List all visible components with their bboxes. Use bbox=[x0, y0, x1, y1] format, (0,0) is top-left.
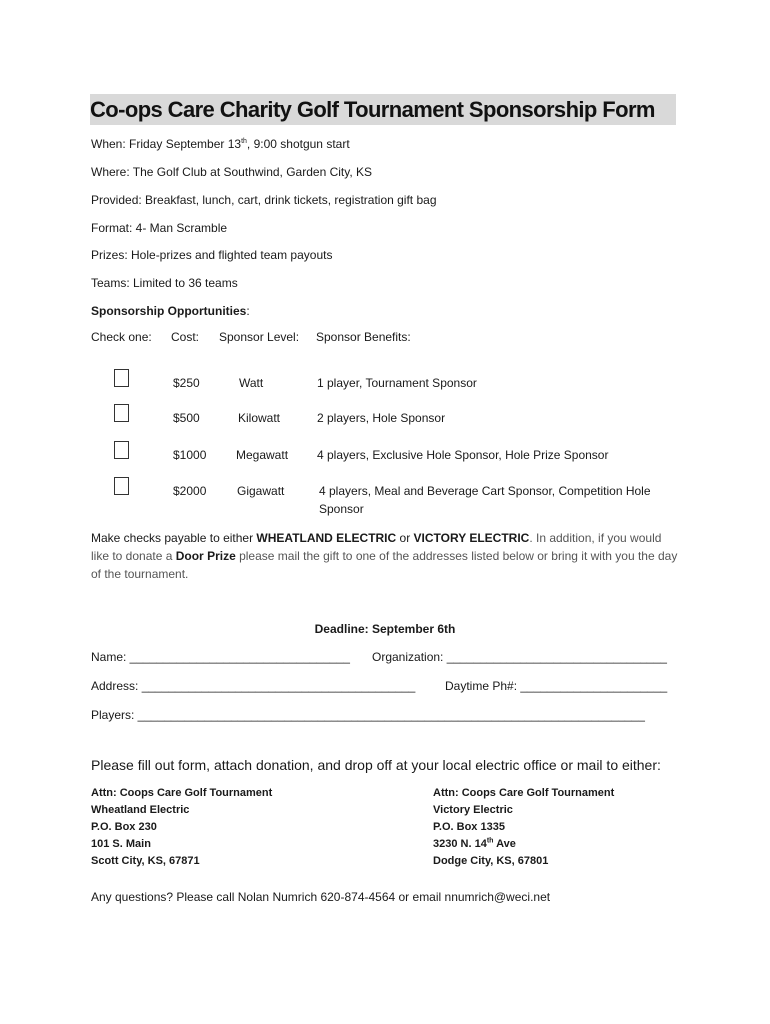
event-prizes: Prizes: Hole-prizes and flighted team payouts bbox=[91, 248, 333, 262]
questions-contact: Any questions? Please call Nolan Numrich 620-874-4564 or email nnumrich@weci.net bbox=[91, 890, 551, 904]
header-cost: Cost: bbox=[171, 330, 200, 344]
organization-field[interactable]: Organization: _________________________________ bbox=[372, 650, 667, 664]
cost-gigawatt: $2000 bbox=[173, 484, 207, 498]
level-kilowatt: Kilowatt bbox=[238, 411, 281, 425]
wheatland-box: P.O. Box 230 bbox=[91, 821, 157, 833]
victory-city: Dodge City, KS, 67801 bbox=[433, 855, 549, 867]
checkbox-megawatt[interactable] bbox=[114, 441, 129, 459]
event-location: Where: The Golf Club at Southwind, Garden City, KS bbox=[91, 165, 373, 179]
benefits-megawatt: 4 players, Exclusive Hole Sponsor, Hole Prize Sponsor bbox=[317, 448, 609, 462]
header-sponsor-level: Sponsor Level: bbox=[219, 330, 300, 344]
wheatland-address bbox=[91, 785, 272, 870]
header-sponsor-benefits: Sponsor Benefits: bbox=[316, 330, 411, 344]
checkbox-kilowatt[interactable] bbox=[114, 404, 129, 422]
wheatland-city: Scott City, KS, 67871 bbox=[91, 855, 200, 867]
checkbox-watt[interactable] bbox=[114, 369, 129, 387]
form-title: Co-ops Care Charity Golf Tournament Sponsorship Form bbox=[90, 94, 676, 125]
event-format: Format: 4- Man Scramble bbox=[91, 221, 228, 235]
level-watt: Watt bbox=[239, 376, 264, 390]
victory-org: Victory Electric bbox=[433, 804, 513, 816]
dropoff-instructions: Please fill out form, attach donation, and drop off at your local electric office or mail to either: bbox=[91, 757, 661, 773]
daytime-phone-field[interactable]: Daytime Ph#: ______________________ bbox=[445, 679, 668, 693]
wheatland-org: Wheatland Electric bbox=[91, 804, 190, 816]
header-check-one: Check one: bbox=[91, 330, 152, 344]
name-field[interactable]: Name: _________________________________ bbox=[91, 650, 350, 664]
deadline: Deadline: September 6th bbox=[314, 622, 456, 636]
sponsorship-heading: Sponsorship Opportunities: bbox=[91, 304, 250, 318]
benefits-gigawatt-continued: Sponsor bbox=[319, 502, 364, 516]
address-field[interactable]: Address: _________________________________________ bbox=[91, 679, 416, 693]
level-gigawatt: Gigawatt bbox=[237, 484, 285, 498]
payment-instructions: Make checks payable to either WHEATLAND ELECTRIC or VICTORY ELECTRIC. In addition, if you would like to donate a Door Prize please mail the gift to one of the addresses listed below or bring it with you the day of the tournament. bbox=[91, 531, 678, 581]
cost-watt: $250 bbox=[173, 376, 200, 390]
cost-kilowatt: $500 bbox=[173, 411, 200, 425]
benefits-watt: 1 player, Tournament Sponsor bbox=[317, 376, 477, 390]
wheatland-street: 101 S. Main bbox=[91, 838, 151, 850]
wheatland-attn: Attn: Coops Care Golf Tournament bbox=[91, 787, 273, 799]
victory-attn: Attn: Coops Care Golf Tournament bbox=[433, 787, 615, 799]
checkbox-gigawatt[interactable] bbox=[114, 477, 129, 495]
cost-megawatt: $1000 bbox=[173, 448, 207, 462]
victory-street: 3230 N. 14th Ave bbox=[433, 837, 516, 850]
benefits-gigawatt: 4 players, Meal and Beverage Cart Sponsor, Competition Hole bbox=[319, 484, 651, 498]
event-teams: Teams: Limited to 36 teams bbox=[91, 276, 238, 290]
level-megawatt: Megawatt bbox=[236, 448, 289, 462]
victory-box: P.O. Box 1335 bbox=[433, 821, 505, 833]
event-date: When: Friday September 13th, 9:00 shotgun start bbox=[91, 137, 350, 151]
players-field[interactable]: Players: ____________________________________________________________________________ bbox=[91, 708, 645, 722]
benefits-kilowatt: 2 players, Hole Sponsor bbox=[317, 411, 446, 425]
event-provided: Provided: Breakfast, lunch, cart, drink tickets, registration gift bag bbox=[91, 193, 437, 207]
victory-address bbox=[433, 785, 614, 870]
